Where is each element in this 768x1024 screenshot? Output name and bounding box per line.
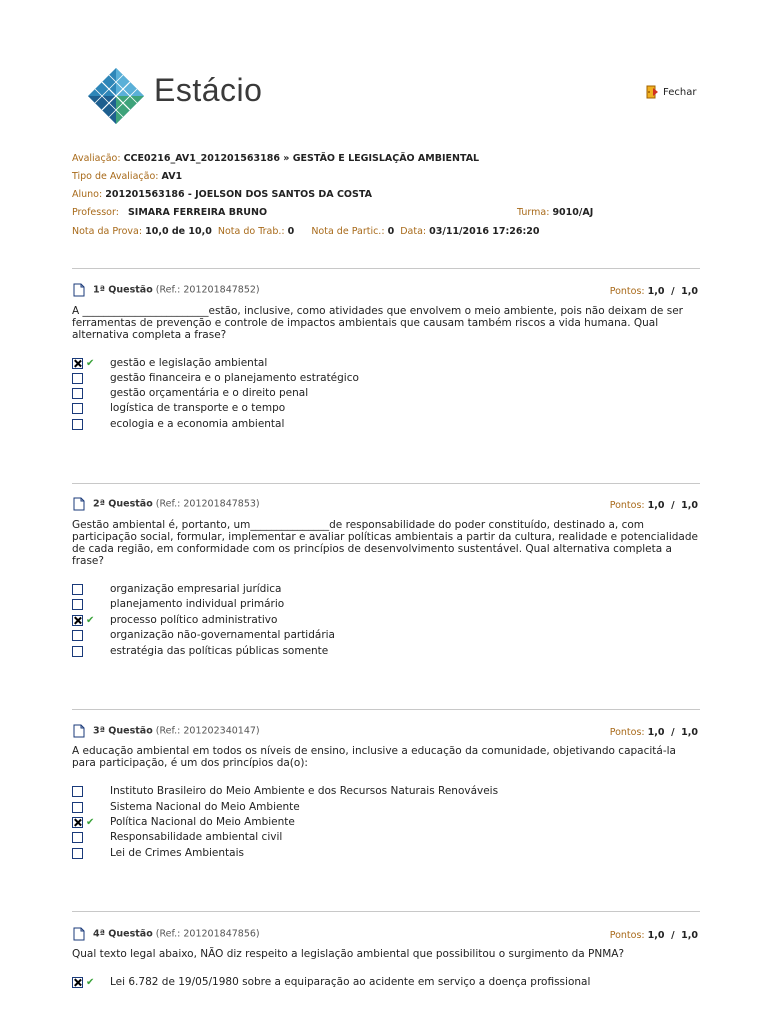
info-professor <box>72 207 267 218</box>
points-value: 1,0 / 1,0 <box>647 727 698 738</box>
info-avaliacao <box>72 153 479 164</box>
question-2-option-1[interactable] <box>72 582 282 596</box>
info-tipo <box>72 171 182 182</box>
aluno-value: 201201563186 - JOELSON DOS SANTOS DA COSTA <box>105 189 372 200</box>
question-3-text: A educação ambiental em todos os níveis de ensino, inclusive a educação da comunidade, objetivando capacitá-la para participação, é um dos princípios da(o): <box>72 745 676 769</box>
checkbox[interactable] <box>72 817 83 828</box>
divider <box>72 483 700 484</box>
nota-prova-label: Nota da Prova: <box>72 226 143 237</box>
question-3-option-4[interactable] <box>72 830 283 844</box>
avaliacao-label: Avaliação: <box>72 153 121 164</box>
checkbox[interactable] <box>72 358 83 369</box>
logo-diamond-icon <box>86 66 146 126</box>
checkbox[interactable] <box>72 977 83 988</box>
option-label: gestão e legislação ambiental <box>110 357 268 369</box>
question-2-option-3[interactable] <box>72 613 278 627</box>
estacio-logo <box>86 66 306 126</box>
question-1-header <box>72 283 700 297</box>
points-value: 1,0 / 1,0 <box>647 500 698 511</box>
correct-check-icon: ✔ <box>86 357 95 369</box>
option-label: ecologia e a economia ambiental <box>110 418 285 430</box>
option-label: Lei 6.782 de 19/05/1980 sobre a equiparação ao acidente em serviço a doença profissional <box>110 976 591 988</box>
aluno-label: Aluno: <box>72 189 103 200</box>
nota-trab-value: 0 <box>287 226 295 237</box>
question-2-option-2[interactable] <box>72 597 285 611</box>
option-label: Responsabilidade ambiental civil <box>110 831 283 843</box>
question-points <box>610 500 698 511</box>
question-1-option-3[interactable] <box>72 386 309 400</box>
document-icon <box>72 283 86 297</box>
divider <box>72 268 700 269</box>
question-number: 4ª Questão <box>93 928 153 940</box>
points-label: Pontos: <box>609 286 645 297</box>
question-2-option-5[interactable] <box>72 644 329 658</box>
points-label: Pontos: <box>609 727 645 738</box>
nota-partic-value: 0 <box>387 226 395 237</box>
question-number: 3ª Questão <box>93 725 153 737</box>
brand-name: Estácio <box>154 72 263 108</box>
option-label: gestão financeira e o planejamento estratégico <box>110 372 359 384</box>
question-points <box>610 930 698 941</box>
turma-value: 9010/AJ <box>552 207 594 218</box>
nota-prova-value: 10,0 de 10,0 <box>145 226 212 237</box>
info-turma <box>517 207 593 218</box>
close-label: Fechar <box>663 86 697 98</box>
document-icon <box>72 497 86 511</box>
close-button[interactable] <box>643 84 696 100</box>
data-label: Data: <box>400 226 427 237</box>
question-1-text: A ________________________estão, inclusive, como atividades que envolvem o meio ambiente, pois não deixam de ser ferramentas de prevenção e controle de impactos ambientais que causam também riscos a vida humana. Qual alternativa completa a frase? <box>72 305 683 341</box>
question-ref: (Ref.: 201201847853) <box>155 498 260 510</box>
correct-check-icon: ✔ <box>86 816 95 828</box>
question-1-option-2[interactable] <box>72 371 359 385</box>
tipo-label: Tipo de Avaliação: <box>72 171 159 182</box>
checkbox[interactable] <box>72 646 83 657</box>
question-points <box>610 727 698 738</box>
question-4-text: Qual texto legal abaixo, NÃO diz respeito a legislação ambiental que possibilitou o surgimento da PNMA? <box>72 948 625 960</box>
question-3-option-1[interactable] <box>72 784 499 798</box>
question-3-header <box>72 724 700 738</box>
option-label: Instituto Brasileiro do Meio Ambiente e dos Recursos Naturais Renováveis <box>110 785 499 797</box>
question-3-option-5[interactable] <box>72 846 244 860</box>
option-label: logística de transporte e o tempo <box>110 402 286 414</box>
question-3-option-3[interactable] <box>72 815 295 829</box>
question-1-option-4[interactable] <box>72 401 286 415</box>
points-label: Pontos: <box>609 500 645 511</box>
question-3-option-2[interactable] <box>72 800 300 814</box>
info-notas <box>72 226 540 237</box>
close-door-icon <box>643 84 659 100</box>
checkbox[interactable] <box>72 584 83 595</box>
option-label: estratégia das políticas públicas somente <box>110 645 329 657</box>
question-points <box>610 286 698 297</box>
option-label: organização não-governamental partidária <box>110 629 335 641</box>
checkbox[interactable] <box>72 599 83 610</box>
divider <box>72 709 700 710</box>
checkbox[interactable] <box>72 832 83 843</box>
divider <box>72 911 700 912</box>
correct-check-icon: ✔ <box>86 976 95 988</box>
checkbox[interactable] <box>72 848 83 859</box>
checkbox[interactable] <box>72 419 83 430</box>
option-label: Política Nacional do Meio Ambiente <box>110 816 295 828</box>
checkbox[interactable] <box>72 388 83 399</box>
checkbox[interactable] <box>72 403 83 414</box>
option-label: processo político administrativo <box>110 614 278 626</box>
checkbox[interactable] <box>72 802 83 813</box>
points-label: Pontos: <box>609 930 645 941</box>
option-label: planejamento individual primário <box>110 598 285 610</box>
professor-value: SIMARA FERREIRA BRUNO <box>127 207 268 218</box>
question-1-option-5[interactable] <box>72 417 285 431</box>
turma-label: Turma: <box>517 207 550 218</box>
nota-trab-label: Nota do Trab.: <box>217 226 285 237</box>
option-label: Lei de Crimes Ambientais <box>110 847 244 859</box>
points-value: 1,0 / 1,0 <box>647 930 698 941</box>
question-2-option-4[interactable] <box>72 628 335 642</box>
checkbox[interactable] <box>72 373 83 384</box>
data-value: 03/11/2016 17:26:20 <box>429 226 540 237</box>
nota-partic-label: Nota de Partic.: <box>311 226 385 237</box>
info-aluno <box>72 189 372 200</box>
question-ref: (Ref.: 201201847856) <box>155 928 260 940</box>
avaliacao-value: CCE0216_AV1_201201563186 » GESTÃO E LEGISLAÇÃO AMBIENTAL <box>123 153 480 164</box>
question-1-option-1[interactable] <box>72 356 268 370</box>
checkbox[interactable] <box>72 630 83 641</box>
question-ref: (Ref.: 201202340147) <box>155 725 260 737</box>
checkbox[interactable] <box>72 786 83 797</box>
correct-check-icon: ✔ <box>86 614 95 626</box>
question-4-option-1[interactable] <box>72 975 591 989</box>
points-value: 1,0 / 1,0 <box>647 286 698 297</box>
option-label: organização empresarial jurídica <box>110 583 282 595</box>
document-icon <box>72 724 86 738</box>
question-number: 2ª Questão <box>93 498 153 510</box>
option-label: Sistema Nacional do Meio Ambiente <box>110 801 300 813</box>
checkbox[interactable] <box>72 615 83 626</box>
question-2-text: Gestão ambiental é, portanto, um_______________de responsabilidade do poder constituído, destinado a, com participação social, formular, implementar e avaliar políticas ambientais a partir da cultura, realidade e potencialidade de cada região, em conformidade com os princípios de desenvolvimento sustentável. Qual alternativa completa a frase? <box>72 519 698 567</box>
professor-label: Professor: <box>72 207 119 218</box>
document-icon <box>72 927 86 941</box>
option-label: gestão orçamentária e o direito penal <box>110 387 309 399</box>
question-2-header <box>72 497 700 511</box>
question-ref: (Ref.: 201201847852) <box>155 284 260 296</box>
question-number: 1ª Questão <box>93 284 153 296</box>
question-4-header <box>72 927 700 941</box>
tipo-value: AV1 <box>161 171 183 182</box>
